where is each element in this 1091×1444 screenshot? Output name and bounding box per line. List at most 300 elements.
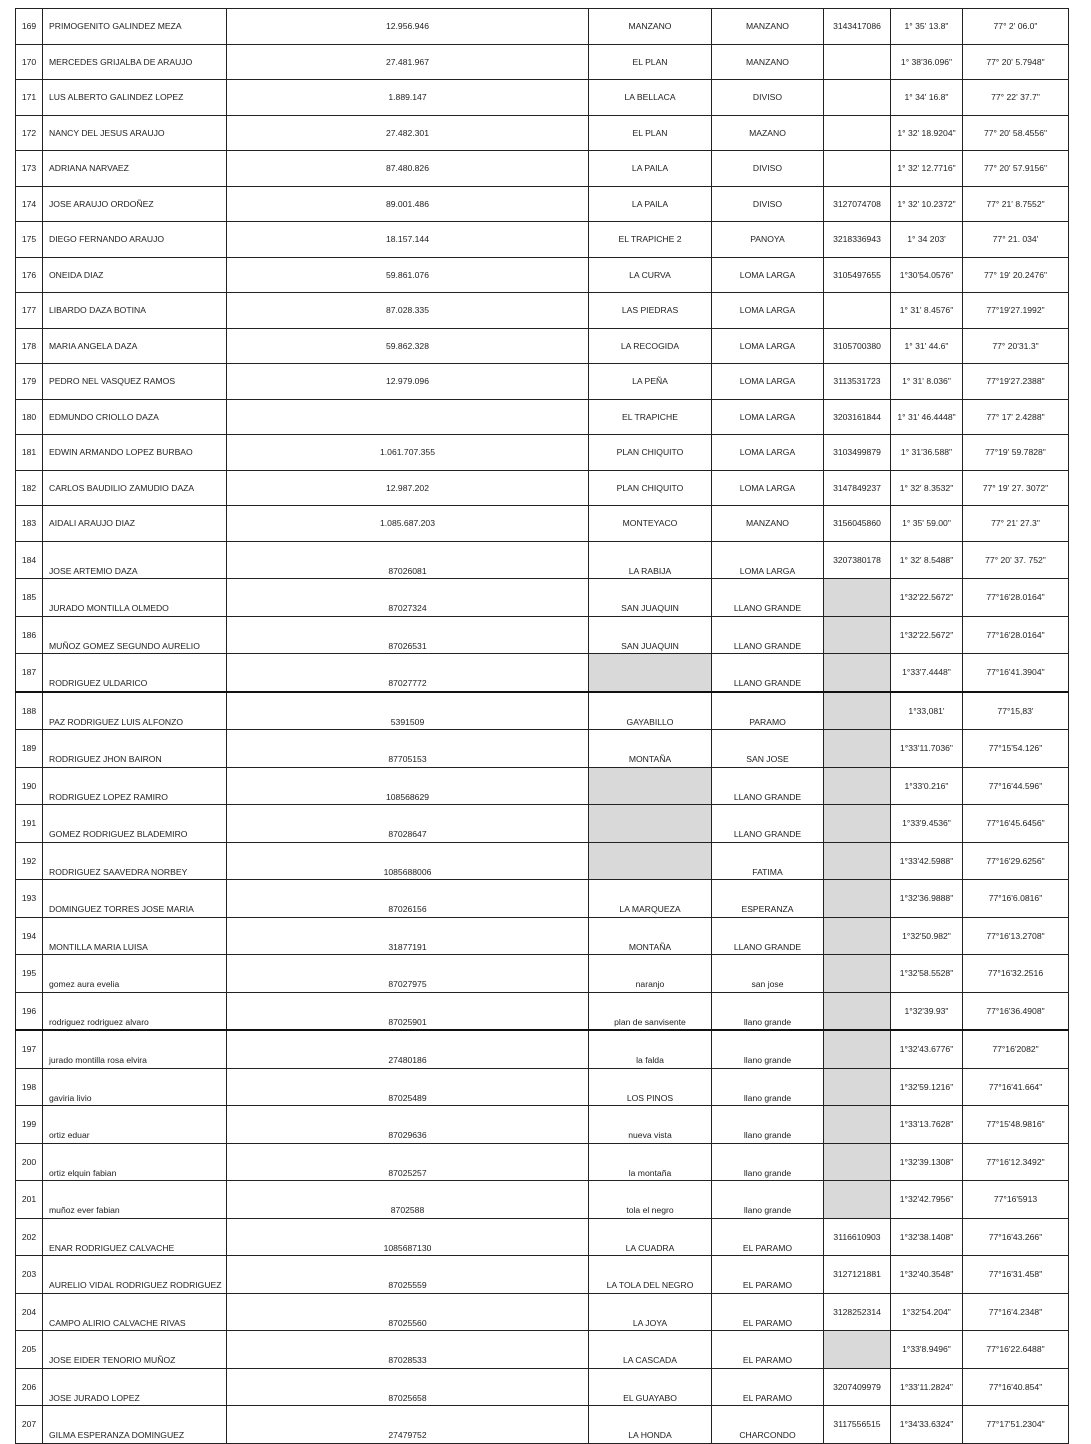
phone-cell [824, 692, 891, 730]
name-cell: EDWIN ARMANDO LOPEZ BURBAO [43, 435, 227, 471]
vereda-cell: SAN JUAQUIN [589, 579, 712, 617]
table-row [16, 328, 1069, 364]
id-number-cell: 87.480.826 [227, 151, 589, 187]
phone-cell [824, 955, 891, 993]
longitude-cell: 77°16'2082" [963, 1030, 1069, 1068]
phone-cell [824, 767, 891, 805]
phone-cell: 3128252314 [824, 1293, 891, 1331]
name-cell: JOSE ARTEMIO DAZA [43, 541, 227, 579]
phone-cell: 3127074708 [824, 186, 891, 222]
phone-cell [824, 151, 891, 187]
longitude-cell: 77° 22' 37.7" [963, 80, 1069, 116]
municipio-cell: LOMA LARGA [712, 435, 824, 471]
vereda-cell: EL TRAPICHE 2 [589, 222, 712, 258]
row-number: 185 [16, 579, 43, 617]
row-number: 184 [16, 541, 43, 579]
longitude-cell: 77°16'41.3904" [963, 654, 1069, 692]
row-number: 192 [16, 842, 43, 880]
table-body [16, 9, 1069, 1444]
municipio-cell: EL PARAMO [712, 1368, 824, 1406]
table-row [16, 80, 1069, 116]
phone-cell [824, 1143, 891, 1181]
longitude-cell: 77°16'29.6256" [963, 842, 1069, 880]
row-number: 201 [16, 1181, 43, 1219]
municipio-cell: SAN JOSE [712, 730, 824, 768]
phone-cell [824, 880, 891, 918]
name-cell: RODRIGUEZ LOPEZ RAMIRO [43, 767, 227, 805]
id-number-cell: 59.862.328 [227, 328, 589, 364]
id-number-cell: 8702588 [227, 1181, 589, 1219]
row-number: 187 [16, 654, 43, 692]
latitude-cell: 1°33'0.216" [891, 767, 963, 805]
longitude-cell: 77°16'31.458" [963, 1256, 1069, 1294]
latitude-cell: 1°33'13.7628" [891, 1106, 963, 1144]
vereda-cell: LA RABIJA [589, 541, 712, 579]
vereda-cell: LA JOYA [589, 1293, 712, 1331]
name-cell: DOMINGUEZ TORRES JOSE MARIA [43, 880, 227, 918]
id-number-cell: 1.061.707.355 [227, 435, 589, 471]
latitude-cell: 1°32'54.204" [891, 1293, 963, 1331]
table-row [16, 692, 1069, 730]
longitude-cell: 77° 20' 5.7948" [963, 44, 1069, 80]
table-row [16, 435, 1069, 471]
phone-cell: 3207409979 [824, 1368, 891, 1406]
row-number: 180 [16, 399, 43, 435]
latitude-cell: 1°32'59.1216" [891, 1068, 963, 1106]
municipio-cell: LOMA LARGA [712, 328, 824, 364]
row-number: 183 [16, 506, 43, 542]
longitude-cell: 77°16'12.3492" [963, 1143, 1069, 1181]
vereda-cell [589, 654, 712, 692]
longitude-cell: 77° 20' 58.4556" [963, 115, 1069, 151]
name-cell: PEDRO NEL VASQUEZ RAMOS [43, 364, 227, 400]
latitude-cell: 1°30'54.0576" [891, 257, 963, 293]
row-number: 202 [16, 1218, 43, 1256]
vereda-cell: LAS PIEDRAS [589, 293, 712, 329]
row-number: 175 [16, 222, 43, 258]
municipio-cell: llano grande [712, 992, 824, 1030]
beneficiary-table [15, 8, 1069, 1444]
municipio-cell: LLANO GRANDE [712, 616, 824, 654]
row-number: 199 [16, 1106, 43, 1144]
vereda-cell: LA CURVA [589, 257, 712, 293]
longitude-cell: 77°15'54.126" [963, 730, 1069, 768]
municipio-cell: LLANO GRANDE [712, 579, 824, 617]
table-row [16, 470, 1069, 506]
phone-cell: 3147849237 [824, 470, 891, 506]
row-number: 190 [16, 767, 43, 805]
longitude-cell: 77° 17' 2.4288" [963, 399, 1069, 435]
municipio-cell: MANZANO [712, 506, 824, 542]
phone-cell [824, 654, 891, 692]
id-number-cell: 1.085.687.203 [227, 506, 589, 542]
latitude-cell: 1°34'33.6324" [891, 1406, 963, 1444]
name-cell: JOSE JURADO LOPEZ [43, 1368, 227, 1406]
municipio-cell: PANOYA [712, 222, 824, 258]
name-cell: DIEGO FERNANDO ARAUJO [43, 222, 227, 258]
table-row [16, 955, 1069, 993]
longitude-cell: 77°19' 59.7828" [963, 435, 1069, 471]
table-row [16, 9, 1069, 45]
row-number: 173 [16, 151, 43, 187]
vereda-cell: MONTAÑA [589, 730, 712, 768]
municipio-cell: CHARCONDO [712, 1406, 824, 1444]
name-cell: AURELIO VIDAL RODRIGUEZ RODRIGUEZ [43, 1256, 227, 1294]
phone-cell: 3113531723 [824, 364, 891, 400]
id-number-cell: 59.861.076 [227, 257, 589, 293]
municipio-cell: llano grande [712, 1143, 824, 1181]
id-number-cell: 5391509 [227, 692, 589, 730]
id-number-cell: 12.956.946 [227, 9, 589, 45]
id-number-cell: 89.001.486 [227, 186, 589, 222]
row-number: 188 [16, 692, 43, 730]
longitude-cell: 77°16'41.664" [963, 1068, 1069, 1106]
id-number-cell: 87025257 [227, 1143, 589, 1181]
name-cell: ortiz eduar [43, 1106, 227, 1144]
municipio-cell: LOMA LARGA [712, 470, 824, 506]
vereda-cell: MANZANO [589, 9, 712, 45]
longitude-cell: 77°17'51.2304" [963, 1406, 1069, 1444]
name-cell: CAMPO ALIRIO CALVACHE RIVAS [43, 1293, 227, 1331]
phone-cell: 3207380178 [824, 541, 891, 579]
name-cell: rodriguez rodriguez alvaro [43, 992, 227, 1030]
municipio-cell: DIVISO [712, 80, 824, 116]
row-number: 198 [16, 1068, 43, 1106]
phone-cell [824, 917, 891, 955]
id-number-cell: 27480186 [227, 1030, 589, 1068]
municipio-cell: EL PARAMO [712, 1331, 824, 1369]
id-number-cell: 87029636 [227, 1106, 589, 1144]
table-row [16, 579, 1069, 617]
phone-cell: 3116610903 [824, 1218, 891, 1256]
longitude-cell: 77° 21' 27.3" [963, 506, 1069, 542]
latitude-cell: 1°33'42.5988" [891, 842, 963, 880]
municipio-cell: LLANO GRANDE [712, 917, 824, 955]
table-row [16, 730, 1069, 768]
table-row [16, 364, 1069, 400]
municipio-cell: llano grande [712, 1106, 824, 1144]
municipio-cell: FATIMA [712, 842, 824, 880]
vereda-cell [589, 767, 712, 805]
latitude-cell: 1° 31' 44.6" [891, 328, 963, 364]
name-cell: ONEIDA DIAZ [43, 257, 227, 293]
id-number-cell: 87027975 [227, 955, 589, 993]
latitude-cell: 1°32'42.7956" [891, 1181, 963, 1219]
latitude-cell: 1°32'39.93" [891, 992, 963, 1030]
latitude-cell: 1° 32' 10.2372" [891, 186, 963, 222]
name-cell: EDMUNDO CRIOLLO DAZA [43, 399, 227, 435]
municipio-cell: llano grande [712, 1068, 824, 1106]
latitude-cell: 1°33'7.4448" [891, 654, 963, 692]
table-row [16, 506, 1069, 542]
id-number-cell: 27.481.967 [227, 44, 589, 80]
vereda-cell: LA TOLA DEL NEGRO [589, 1256, 712, 1294]
municipio-cell: LLANO GRANDE [712, 767, 824, 805]
latitude-cell: 1° 32' 8.3532" [891, 470, 963, 506]
table-row [16, 1406, 1069, 1444]
id-number-cell: 87025560 [227, 1293, 589, 1331]
name-cell: GOMEZ RODRIGUEZ BLADEMIRO [43, 805, 227, 843]
municipio-cell: DIVISO [712, 151, 824, 187]
id-number-cell: 87026081 [227, 541, 589, 579]
longitude-cell: 77°15,83' [963, 692, 1069, 730]
phone-cell [824, 1106, 891, 1144]
row-number: 181 [16, 435, 43, 471]
longitude-cell: 77°16'40.854" [963, 1368, 1069, 1406]
vereda-cell: PLAN CHIQUITO [589, 435, 712, 471]
phone-cell [824, 1068, 891, 1106]
name-cell: ENAR RODRIGUEZ CALVACHE [43, 1218, 227, 1256]
name-cell: LUS ALBERTO GALINDEZ LOPEZ [43, 80, 227, 116]
vereda-cell: PLAN CHIQUITO [589, 470, 712, 506]
phone-cell [824, 44, 891, 80]
municipio-cell: llano grande [712, 1181, 824, 1219]
name-cell: JOSE EIDER TENORIO MUÑOZ [43, 1331, 227, 1369]
latitude-cell: 1° 31' 46.4448" [891, 399, 963, 435]
phone-cell: 3103499879 [824, 435, 891, 471]
name-cell: muñoz ever fabian [43, 1181, 227, 1219]
name-cell: RODRIGUEZ JHON BAIRON [43, 730, 227, 768]
vereda-cell [589, 805, 712, 843]
table-row [16, 805, 1069, 843]
vereda-cell: la montaña [589, 1143, 712, 1181]
longitude-cell: 77°16'43.266" [963, 1218, 1069, 1256]
vereda-cell: GAYABILLO [589, 692, 712, 730]
longitude-cell: 77°16'28.0164" [963, 616, 1069, 654]
row-number: 177 [16, 293, 43, 329]
name-cell: LIBARDO DAZA BOTINA [43, 293, 227, 329]
phone-cell: 3127121881 [824, 1256, 891, 1294]
municipio-cell: EL PARAMO [712, 1256, 824, 1294]
phone-cell [824, 616, 891, 654]
table-row [16, 1256, 1069, 1294]
row-number: 172 [16, 115, 43, 151]
longitude-cell: 77°16'32.2516 [963, 955, 1069, 993]
latitude-cell: 1° 31' 8.4576" [891, 293, 963, 329]
id-number-cell: 18.157.144 [227, 222, 589, 258]
name-cell: MERCEDES GRIJALBA DE ARAUJO [43, 44, 227, 80]
longitude-cell: 77°16'6.0816" [963, 880, 1069, 918]
vereda-cell: LA BELLACA [589, 80, 712, 116]
id-number-cell [227, 399, 589, 435]
vereda-cell: LA RECOGIDA [589, 328, 712, 364]
latitude-cell: 1°33'9.4536" [891, 805, 963, 843]
latitude-cell: 1°32'40.3548" [891, 1256, 963, 1294]
phone-cell [824, 730, 891, 768]
name-cell: CARLOS BAUDILIO ZAMUDIO DAZA [43, 470, 227, 506]
longitude-cell: 77° 21' 8.7552" [963, 186, 1069, 222]
id-number-cell: 12.979.096 [227, 364, 589, 400]
longitude-cell: 77°19'27.2388" [963, 364, 1069, 400]
name-cell: GILMA ESPERANZA DOMINGUEZ [43, 1406, 227, 1444]
latitude-cell: 1°32'58.5528" [891, 955, 963, 993]
longitude-cell: 77°16'28.0164" [963, 579, 1069, 617]
municipio-cell: llano grande [712, 1030, 824, 1068]
municipio-cell: MANZANO [712, 44, 824, 80]
vereda-cell: EL PLAN [589, 115, 712, 151]
vereda-cell: nueva vista [589, 1106, 712, 1144]
row-number: 204 [16, 1293, 43, 1331]
row-number: 182 [16, 470, 43, 506]
vereda-cell: MONTEYACO [589, 506, 712, 542]
name-cell: ortiz elquin fabian [43, 1143, 227, 1181]
latitude-cell: 1°32'36.9888" [891, 880, 963, 918]
municipio-cell: LOMA LARGA [712, 399, 824, 435]
table-row [16, 1181, 1069, 1219]
id-number-cell: 87705153 [227, 730, 589, 768]
row-number: 186 [16, 616, 43, 654]
vereda-cell: EL GUAYABO [589, 1368, 712, 1406]
phone-cell [824, 842, 891, 880]
municipio-cell: LOMA LARGA [712, 257, 824, 293]
name-cell: PRIMOGENITO GALINDEZ MEZA [43, 9, 227, 45]
vereda-cell: LOS PINOS [589, 1068, 712, 1106]
id-number-cell: 27479752 [227, 1406, 589, 1444]
id-number-cell: 87025901 [227, 992, 589, 1030]
vereda-cell: plan de sanvisente [589, 992, 712, 1030]
table-row [16, 1068, 1069, 1106]
vereda-cell: LA PAILA [589, 186, 712, 222]
table-row [16, 1143, 1069, 1181]
longitude-cell: 77° 2' 06.0" [963, 9, 1069, 45]
row-number: 191 [16, 805, 43, 843]
row-number: 206 [16, 1368, 43, 1406]
name-cell: MARIA ANGELA DAZA [43, 328, 227, 364]
row-number: 170 [16, 44, 43, 80]
municipio-cell: san jose [712, 955, 824, 993]
table-row [16, 115, 1069, 151]
row-number: 189 [16, 730, 43, 768]
table-row [16, 767, 1069, 805]
longitude-cell: 77° 19' 27. 3072" [963, 470, 1069, 506]
row-number: 194 [16, 917, 43, 955]
phone-cell: 3117556515 [824, 1406, 891, 1444]
phone-cell: 3203161844 [824, 399, 891, 435]
latitude-cell: 1°32'22.5672" [891, 616, 963, 654]
row-number: 195 [16, 955, 43, 993]
id-number-cell: 12.987.202 [227, 470, 589, 506]
table-row [16, 399, 1069, 435]
name-cell: jurado montilla rosa elvira [43, 1030, 227, 1068]
name-cell: JURADO MONTILLA OLMEDO [43, 579, 227, 617]
latitude-cell: 1°32'50.982" [891, 917, 963, 955]
municipio-cell: LOMA LARGA [712, 364, 824, 400]
phone-cell: 3156045860 [824, 506, 891, 542]
vereda-cell: LA PAILA [589, 151, 712, 187]
row-number: 176 [16, 257, 43, 293]
id-number-cell: 87026156 [227, 880, 589, 918]
table-row [16, 654, 1069, 692]
id-number-cell: 87025489 [227, 1068, 589, 1106]
vereda-cell [589, 842, 712, 880]
longitude-cell: 77° 20' 57.9156" [963, 151, 1069, 187]
name-cell: gomez aura evelia [43, 955, 227, 993]
id-number-cell: 31877191 [227, 917, 589, 955]
municipio-cell: ESPERANZA [712, 880, 824, 918]
longitude-cell: 77°16'5913 [963, 1181, 1069, 1219]
row-number: 200 [16, 1143, 43, 1181]
table-row [16, 1331, 1069, 1369]
name-cell: MUÑOZ GOMEZ SEGUNDO AURELIO [43, 616, 227, 654]
name-cell: AIDALI ARAUJO DIAZ [43, 506, 227, 542]
longitude-cell: 77°16'22.6488" [963, 1331, 1069, 1369]
row-number: 203 [16, 1256, 43, 1294]
id-number-cell: 108568629 [227, 767, 589, 805]
table-row [16, 992, 1069, 1030]
id-number-cell: 1085688006 [227, 842, 589, 880]
municipio-cell: EL PARAMO [712, 1293, 824, 1331]
longitude-cell: 77°16'45.6456" [963, 805, 1069, 843]
table-row [16, 1368, 1069, 1406]
id-number-cell: 87028647 [227, 805, 589, 843]
vereda-cell: MONTAÑA [589, 917, 712, 955]
table-row [16, 222, 1069, 258]
latitude-cell: 1°32'39.1308" [891, 1143, 963, 1181]
table-row [16, 151, 1069, 187]
latitude-cell: 1°32'22.5672" [891, 579, 963, 617]
table-row [16, 616, 1069, 654]
row-number: 197 [16, 1030, 43, 1068]
vereda-cell: la falda [589, 1030, 712, 1068]
row-number: 174 [16, 186, 43, 222]
row-number: 193 [16, 880, 43, 918]
name-cell: RODRIGUEZ ULDARICO [43, 654, 227, 692]
phone-cell [824, 1331, 891, 1369]
municipio-cell: DIVISO [712, 186, 824, 222]
latitude-cell: 1° 32' 8.5488" [891, 541, 963, 579]
phone-cell [824, 80, 891, 116]
phone-cell [824, 992, 891, 1030]
longitude-cell: 77°16'13.2708" [963, 917, 1069, 955]
latitude-cell: 1°33'11.2824" [891, 1368, 963, 1406]
row-number: 205 [16, 1331, 43, 1369]
name-cell: ADRIANA NARVAEZ [43, 151, 227, 187]
latitude-cell: 1° 34' 16.8" [891, 80, 963, 116]
latitude-cell: 1° 31' 8.036" [891, 364, 963, 400]
phone-cell [824, 1181, 891, 1219]
longitude-cell: 77° 20' 37. 752" [963, 541, 1069, 579]
row-number: 179 [16, 364, 43, 400]
table-row [16, 842, 1069, 880]
vereda-cell: LA HONDA [589, 1406, 712, 1444]
municipio-cell: PARAMO [712, 692, 824, 730]
latitude-cell: 1°32'38.1408" [891, 1218, 963, 1256]
name-cell: PAZ RODRIGUEZ LUIS ALFONZO [43, 692, 227, 730]
table-row [16, 880, 1069, 918]
vereda-cell: LA MARQUEZA [589, 880, 712, 918]
latitude-cell: 1° 35' 13.8" [891, 9, 963, 45]
phone-cell [824, 805, 891, 843]
longitude-cell: 77° 21. 034' [963, 222, 1069, 258]
municipio-cell: LOMA LARGA [712, 541, 824, 579]
phone-cell: 3218336943 [824, 222, 891, 258]
id-number-cell: 87027772 [227, 654, 589, 692]
latitude-cell: 1°33'8.9496" [891, 1331, 963, 1369]
phone-cell [824, 115, 891, 151]
municipio-cell: LLANO GRANDE [712, 654, 824, 692]
phone-cell [824, 293, 891, 329]
vereda-cell: LA CASCADA [589, 1331, 712, 1369]
longitude-cell: 77°16'44.596" [963, 767, 1069, 805]
id-number-cell: 87025559 [227, 1256, 589, 1294]
longitude-cell: 77°19'27.1992" [963, 293, 1069, 329]
table-row [16, 257, 1069, 293]
id-number-cell: 1085687130 [227, 1218, 589, 1256]
longitude-cell: 77°16'36.4908" [963, 992, 1069, 1030]
vereda-cell: SAN JUAQUIN [589, 616, 712, 654]
table-row [16, 186, 1069, 222]
latitude-cell: 1° 35' 59.00" [891, 506, 963, 542]
